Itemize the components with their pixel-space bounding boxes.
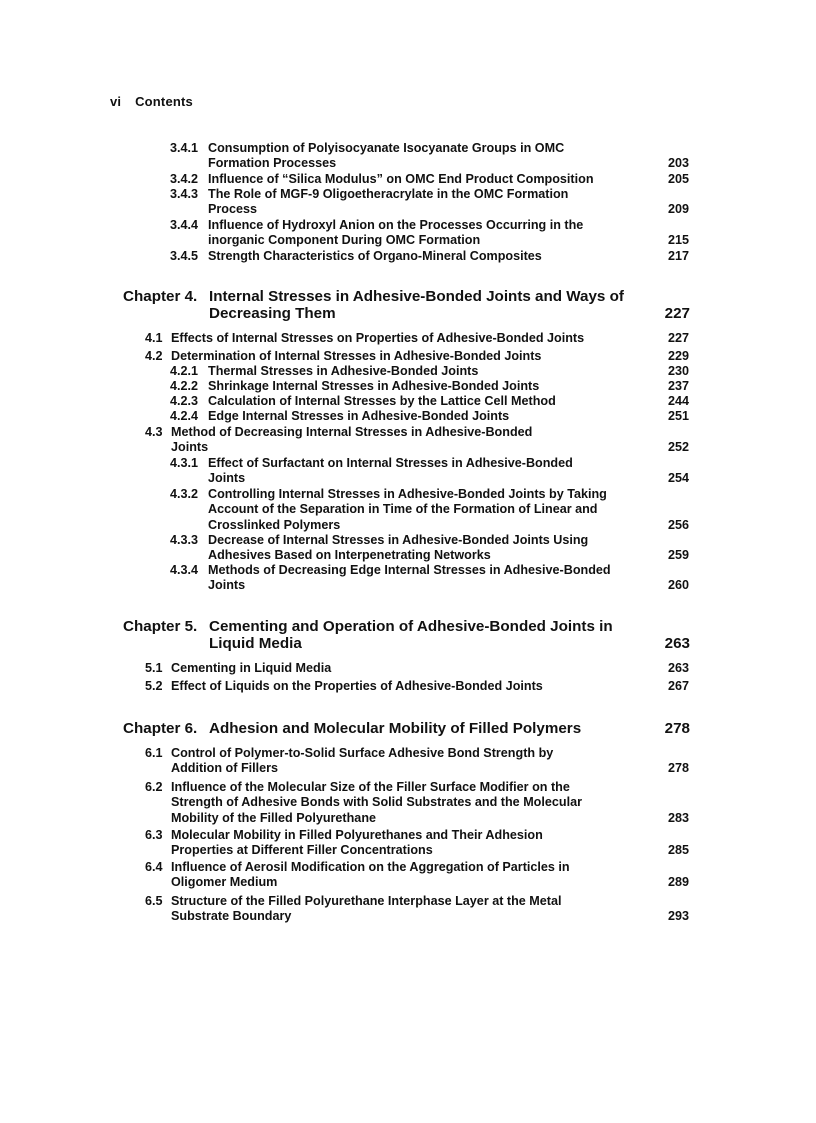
toc-entry-page-number: 229	[667, 349, 689, 363]
toc-entry-number: 5.1	[145, 661, 163, 675]
toc-entry-title: Thermal Stresses in Adhesive-Bonded Joints	[208, 364, 479, 378]
toc-entry-number: 4.3.4	[170, 563, 199, 577]
toc-entry-title: Effects of Internal Stresses on Properties of Adhesive-Bonded Joints	[171, 331, 585, 345]
toc-entry-number: Chapter 4.	[123, 288, 198, 305]
toc-entry-number: 6.1	[145, 746, 163, 760]
toc-entry-page-number: 251	[667, 409, 689, 423]
toc-entry-page-number: 237	[667, 379, 689, 393]
toc-entry-number: 3.4.3	[170, 187, 199, 201]
toc-entry-number: 4.3.1	[170, 456, 199, 470]
toc-entry-number: 4.2.2	[170, 379, 199, 393]
toc-entry-number: 6.4	[145, 860, 163, 874]
toc-entry-title: Decrease of Internal Stresses in Adhesive-Bonded Joints Using Adhesives Based on Interpenetrating Networks	[208, 533, 589, 563]
toc-entry-number: 3.4.1	[170, 141, 199, 155]
header-running-title: Contents	[135, 94, 193, 109]
toc-entry-number: 3.4.4	[170, 218, 199, 232]
toc-entry-page-number: 285	[667, 843, 689, 858]
toc-entry-title: Control of Polymer-to-Solid Surface Adhesive Bond Strength by Addition of Fillers	[171, 746, 554, 776]
toc-entry-number: 6.3	[145, 828, 163, 842]
toc-entry-title: Controlling Internal Stresses in Adhesive-Bonded Joints by Taking Account of the Separation in Time of the Formation of Linear and Crosslinked Polymers	[208, 487, 607, 532]
toc-entry-page-number: 259	[667, 548, 689, 563]
toc-entry-page-number: 289	[667, 875, 689, 890]
toc-entry-title: Effect of Liquids on the Properties of Adhesive-Bonded Joints	[171, 679, 543, 693]
toc-entry-number: 6.2	[145, 780, 163, 794]
toc-entry-number: 5.2	[145, 679, 163, 693]
toc-entry-title: Influence of “Silica Modulus” on OMC End Product Composition	[208, 172, 594, 186]
toc-entry-page-number: 293	[667, 909, 689, 924]
toc-entry-title: Internal Stresses in Adhesive-Bonded Joints and Ways of Decreasing Them	[209, 288, 624, 322]
toc-entry-page-number: 209	[667, 202, 689, 217]
toc-entry-title: Methods of Decreasing Edge Internal Stresses in Adhesive-Bonded Joints	[208, 563, 611, 593]
toc-entry-title: Strength Characteristics of Organo-Mineral Composites	[208, 249, 542, 263]
toc-entry-page-number: 263	[664, 634, 690, 652]
toc-entry-number: 4.1	[145, 331, 163, 345]
toc-entry-title: Effect of Surfactant on Internal Stresses in Adhesive-Bonded Joints	[208, 456, 573, 486]
toc-entry-title: Determination of Internal Stresses in Adhesive-Bonded Joints	[171, 349, 542, 363]
toc-entry-number: 4.3.3	[170, 533, 199, 547]
toc-entry-title: Cementing in Liquid Media	[171, 661, 332, 675]
toc-entry-page-number: 217	[667, 249, 689, 263]
toc-entry-title: Consumption of Polyisocyanate Isocyanate Groups in OMC Formation Processes	[208, 141, 565, 171]
toc-entry-title: Calculation of Internal Stresses by the Lattice Cell Method	[208, 394, 556, 408]
toc-entry-title: Influence of the Molecular Size of the Filler Surface Modifier on the Strength of Adhesive Bonds with Solid Substrates and the Molecular Mobility of the Filled Polyurethane	[171, 780, 582, 825]
toc-entry-number: Chapter 5.	[123, 618, 198, 635]
running-header	[110, 94, 193, 109]
toc-entry-title: Structure of the Filled Polyurethane Interphase Layer at the Metal Substrate Boundary	[171, 894, 562, 924]
toc-entry-page-number: 263	[667, 661, 689, 675]
toc-entry-number: 4.2.4	[170, 409, 199, 423]
toc-entry-number: 4.2.1	[170, 364, 199, 378]
toc-entry-title: Adhesion and Molecular Mobility of Filled Polymers	[209, 720, 582, 737]
toc-entry-title: Cementing and Operation of Adhesive-Bonded Joints in Liquid Media	[209, 618, 613, 652]
toc-entry-page-number: 254	[667, 471, 689, 486]
toc-entry-number: 4.3	[145, 425, 163, 439]
toc-entry-title: The Role of MGF-9 Oligoetheracrylate in the OMC Formation Process	[208, 187, 569, 217]
toc-entry-page-number: 205	[667, 172, 689, 186]
header-page-number: vi	[110, 94, 122, 109]
toc-entry-page-number: 252	[667, 440, 689, 455]
toc-entry-page-number: 227	[667, 331, 689, 345]
toc-entry-title: Influence of Hydroxyl Anion on the Processes Occurring in the inorganic Component During OMC Formation	[208, 218, 584, 248]
toc-entry-title: Influence of Aerosil Modification on the Aggregation of Particles in Oligomer Medium	[171, 860, 570, 890]
toc-entry-page-number: 256	[667, 517, 689, 532]
toc-entry-page-number: 244	[667, 394, 689, 408]
toc-entry-page-number: 278	[664, 720, 690, 737]
toc-entry-page-number: 283	[667, 810, 689, 825]
toc-entry-number: 4.2.3	[170, 394, 199, 408]
toc-entry-number: Chapter 6.	[123, 720, 198, 737]
toc-entry-title: Molecular Mobility in Filled Polyurethanes and Their Adhesion Properties at Different Filler Concentrations	[171, 828, 543, 858]
toc-entry-number: 6.5	[145, 894, 163, 908]
toc-entry-page-number: 203	[667, 156, 689, 171]
toc-entry-number: 3.4.5	[170, 249, 199, 263]
toc-entry-number: 4.2	[145, 349, 163, 363]
toc-entry-title: Edge Internal Stresses in Adhesive-Bonded Joints	[208, 409, 510, 423]
toc-entry-page-number: 230	[667, 364, 689, 378]
toc-entry-number: 4.3.2	[170, 487, 199, 501]
toc-entry-title: Method of Decreasing Internal Stresses in Adhesive-Bonded Joints	[171, 425, 533, 455]
toc-entry-page-number: 278	[667, 761, 689, 776]
toc-entry-page-number: 215	[667, 233, 689, 248]
toc-entry-number: 3.4.2	[170, 172, 199, 186]
toc-entry-title: Shrinkage Internal Stresses in Adhesive-Bonded Joints	[208, 379, 540, 393]
toc-entry-page-number: 260	[667, 578, 689, 593]
toc-entry-page-number: 227	[664, 304, 690, 322]
toc-entry-page-number: 267	[667, 679, 689, 693]
